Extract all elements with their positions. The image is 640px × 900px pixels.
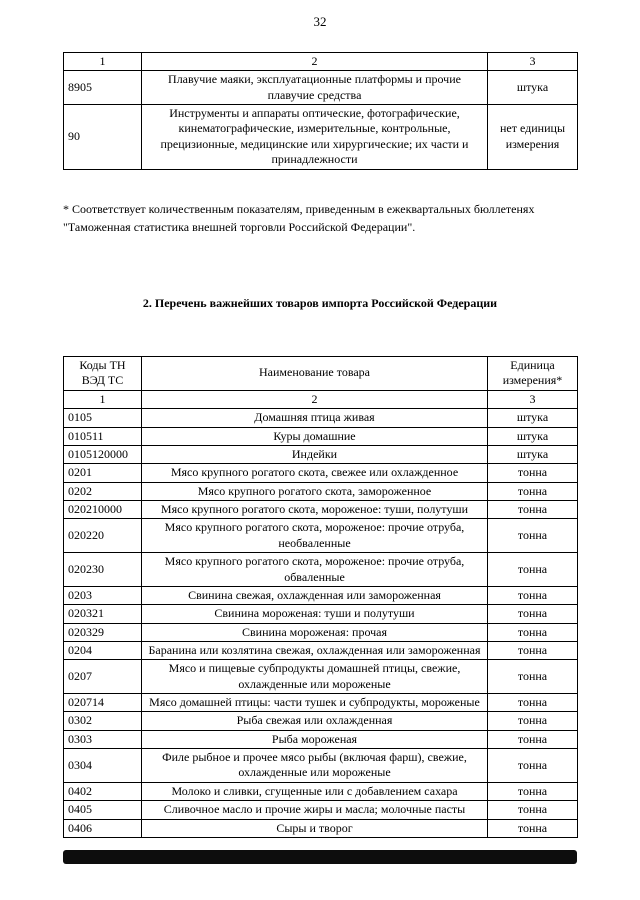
table-row (64, 623, 578, 641)
cell-name: Рыба свежая или охлажденная (142, 712, 488, 730)
cell-unit: тонна (488, 694, 578, 712)
table-row (64, 801, 578, 819)
cell-name: Мясо крупного рогатого скота, мороженое: прочие отруба, обваленные (142, 553, 488, 587)
cell-unit: тонна (488, 519, 578, 553)
cell-name: Молоко и сливки, сгущенные или с добавлением сахара (142, 782, 488, 800)
cell-unit: тонна (488, 660, 578, 694)
cell-unit: нет единицы измерения (488, 105, 578, 169)
page-number: 32 (313, 14, 327, 29)
column-number: 3 (488, 390, 578, 409)
header-codes: Коды ТН ВЭД ТС (64, 356, 142, 390)
cell-code: 0303 (64, 730, 142, 748)
cell-code: 020714 (64, 694, 142, 712)
cell-code: 0202 (64, 482, 142, 500)
cell-code: 8905 (64, 71, 142, 105)
cell-code: 0406 (64, 819, 142, 837)
footnote: * Соответствует количественным показателям, приведенным в ежеквартальных бюллетенях "Таможенная статистика внешней торговли Российской Федерации". (63, 201, 535, 234)
cell-name: Мясо крупного рогатого скота, свежее или охлажденное (142, 464, 488, 482)
cell-code: 0204 (64, 641, 142, 659)
cell-name: Куры домашние (142, 427, 488, 445)
cell-name: Мясо крупного рогатого скота, мороженое: туши, полутуши (142, 501, 488, 519)
table-row (64, 71, 578, 105)
cell-name: Рыба мороженая (142, 730, 488, 748)
table-row (64, 819, 578, 837)
header-unit: Единица измерения* (488, 356, 578, 390)
cell-code: 020210000 (64, 501, 142, 519)
cell-name: Домашняя птица живая (142, 409, 488, 427)
table-row (64, 712, 578, 730)
table-row (64, 427, 578, 445)
cell-unit: тонна (488, 553, 578, 587)
table-row (64, 586, 578, 604)
cell-name: Мясо крупного рогатого скота, замороженное (142, 482, 488, 500)
export-table-continuation (63, 52, 578, 170)
header-goods-name: Наименование товара (142, 356, 488, 390)
column-number: 2 (142, 53, 488, 71)
table-row (64, 553, 578, 587)
cell-unit: тонна (488, 623, 578, 641)
cell-name: Свинина мороженая: туши и полутуши (142, 605, 488, 623)
cell-code: 010511 (64, 427, 142, 445)
cell-unit: тонна (488, 501, 578, 519)
cell-unit: штука (488, 71, 578, 105)
cell-code: 0105 (64, 409, 142, 427)
cell-name: Сыры и творог (142, 819, 488, 837)
column-number-row (64, 390, 578, 409)
table-row (64, 409, 578, 427)
cell-code: 020329 (64, 623, 142, 641)
cell-name: Индейки (142, 446, 488, 464)
table-row (64, 730, 578, 748)
table-row (64, 446, 578, 464)
cell-name: Мясо домашней птицы: части тушек и субпродукты, мороженые (142, 694, 488, 712)
column-number-row (64, 53, 578, 71)
cell-unit: штука (488, 427, 578, 445)
cell-code: 0207 (64, 660, 142, 694)
import-goods-table (63, 356, 578, 838)
cell-name: Сливочное масло и прочие жиры и масла; молочные пасты (142, 801, 488, 819)
cell-code: 020321 (64, 605, 142, 623)
cell-code: 0105120000 (64, 446, 142, 464)
table-row (64, 660, 578, 694)
cell-code: 0402 (64, 782, 142, 800)
cell-unit: тонна (488, 712, 578, 730)
table-row (64, 482, 578, 500)
page-bottom-scan-artifact (63, 850, 577, 864)
table-row (64, 782, 578, 800)
cell-name: Филе рыбное и прочее мясо рыбы (включая фарш), свежие, охлажденные или мороженые (142, 749, 488, 783)
cell-unit: штука (488, 446, 578, 464)
table-row (64, 105, 578, 169)
table-row (64, 501, 578, 519)
cell-name: Свинина мороженая: прочая (142, 623, 488, 641)
cell-unit: тонна (488, 605, 578, 623)
cell-code: 0304 (64, 749, 142, 783)
table-row (64, 464, 578, 482)
cell-name: Мясо крупного рогатого скота, мороженое: прочие отруба, необваленные (142, 519, 488, 553)
cell-name: Мясо и пищевые субпродукты домашней птицы, свежие, охлажденные или мороженые (142, 660, 488, 694)
column-number: 3 (488, 53, 578, 71)
table-row (64, 749, 578, 783)
cell-unit: тонна (488, 819, 578, 837)
section-heading: 2. Перечень важнейших товаров импорта Российской Федерации (142, 295, 498, 310)
cell-unit: тонна (488, 730, 578, 748)
cell-unit: тонна (488, 641, 578, 659)
cell-name: Свинина свежая, охлажденная или замороженная (142, 586, 488, 604)
cell-unit: тонна (488, 782, 578, 800)
column-number: 2 (142, 390, 488, 409)
cell-unit: тонна (488, 586, 578, 604)
table-row (64, 605, 578, 623)
table-row (64, 519, 578, 553)
cell-name: Инструменты и аппараты оптические, фотографические, кинематографические, измерительные, контрольные, прецизионные, медицинские или хирургические; их части и принадлежности (142, 105, 488, 169)
table-row (64, 641, 578, 659)
cell-unit: тонна (488, 749, 578, 783)
page-content (63, 52, 577, 864)
cell-code: 020230 (64, 553, 142, 587)
cell-unit: тонна (488, 482, 578, 500)
cell-code: 0302 (64, 712, 142, 730)
column-number: 1 (64, 390, 142, 409)
table-header-row (64, 356, 578, 390)
cell-unit: тонна (488, 464, 578, 482)
cell-unit: тонна (488, 801, 578, 819)
cell-name: Плавучие маяки, эксплуатационные платформы и прочие плавучие средства (142, 71, 488, 105)
column-number: 1 (64, 53, 142, 71)
cell-code: 90 (64, 105, 142, 169)
cell-name: Баранина или козлятина свежая, охлажденная или замороженная (142, 641, 488, 659)
cell-code: 0201 (64, 464, 142, 482)
cell-code: 0405 (64, 801, 142, 819)
cell-code: 020220 (64, 519, 142, 553)
cell-unit: штука (488, 409, 578, 427)
table-row (64, 694, 578, 712)
cell-code: 0203 (64, 586, 142, 604)
